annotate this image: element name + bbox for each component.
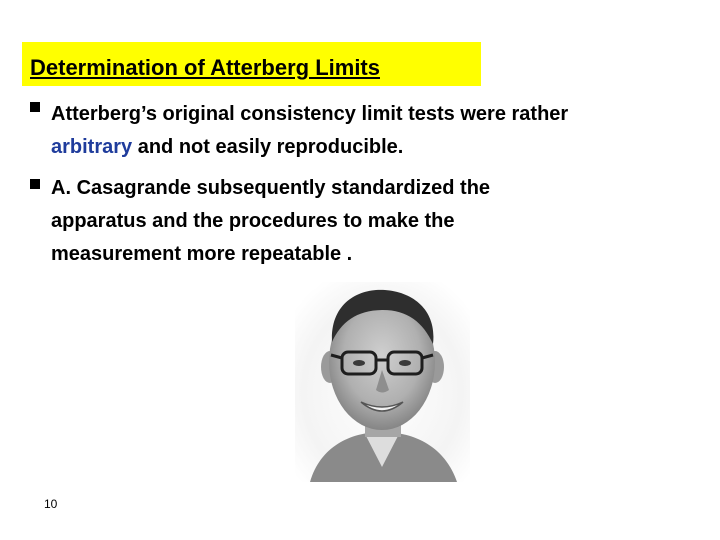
word: A. — [51, 177, 71, 199]
bullet-paragraph-1 — [51, 98, 670, 164]
slide-title: Determination of Atterberg Limits — [30, 55, 380, 80]
word: the — [424, 210, 455, 232]
bullet-2-line-3: measurement more repeatable . — [51, 243, 353, 265]
word: procedures — [228, 210, 338, 232]
bullet-1-line-2 — [51, 131, 670, 164]
bullet-paragraph-2 — [51, 172, 670, 271]
word: and — [152, 210, 188, 232]
bullet-2-line-2 — [51, 205, 670, 238]
portrait-photo — [295, 282, 470, 482]
accent-word: arbitrary — [51, 136, 133, 158]
bullet-2-line-1 — [51, 172, 670, 205]
bullet-square-icon — [30, 179, 40, 189]
word: make — [367, 210, 419, 232]
word: the — [193, 210, 224, 232]
word: to — [343, 210, 363, 232]
word: the — [460, 177, 491, 199]
word: Casagrande — [76, 177, 192, 199]
bullet-1-line-2-rest: and not easily reproducible. — [132, 136, 404, 158]
word: standardized — [331, 177, 455, 199]
word: apparatus — [51, 210, 147, 232]
bullet-square-icon — [30, 102, 40, 112]
word: subsequently — [196, 177, 326, 199]
bullet-1-line-1: Atterberg’s original consistency limit tests were rather — [51, 103, 569, 125]
page-number: 10 — [44, 497, 58, 511]
